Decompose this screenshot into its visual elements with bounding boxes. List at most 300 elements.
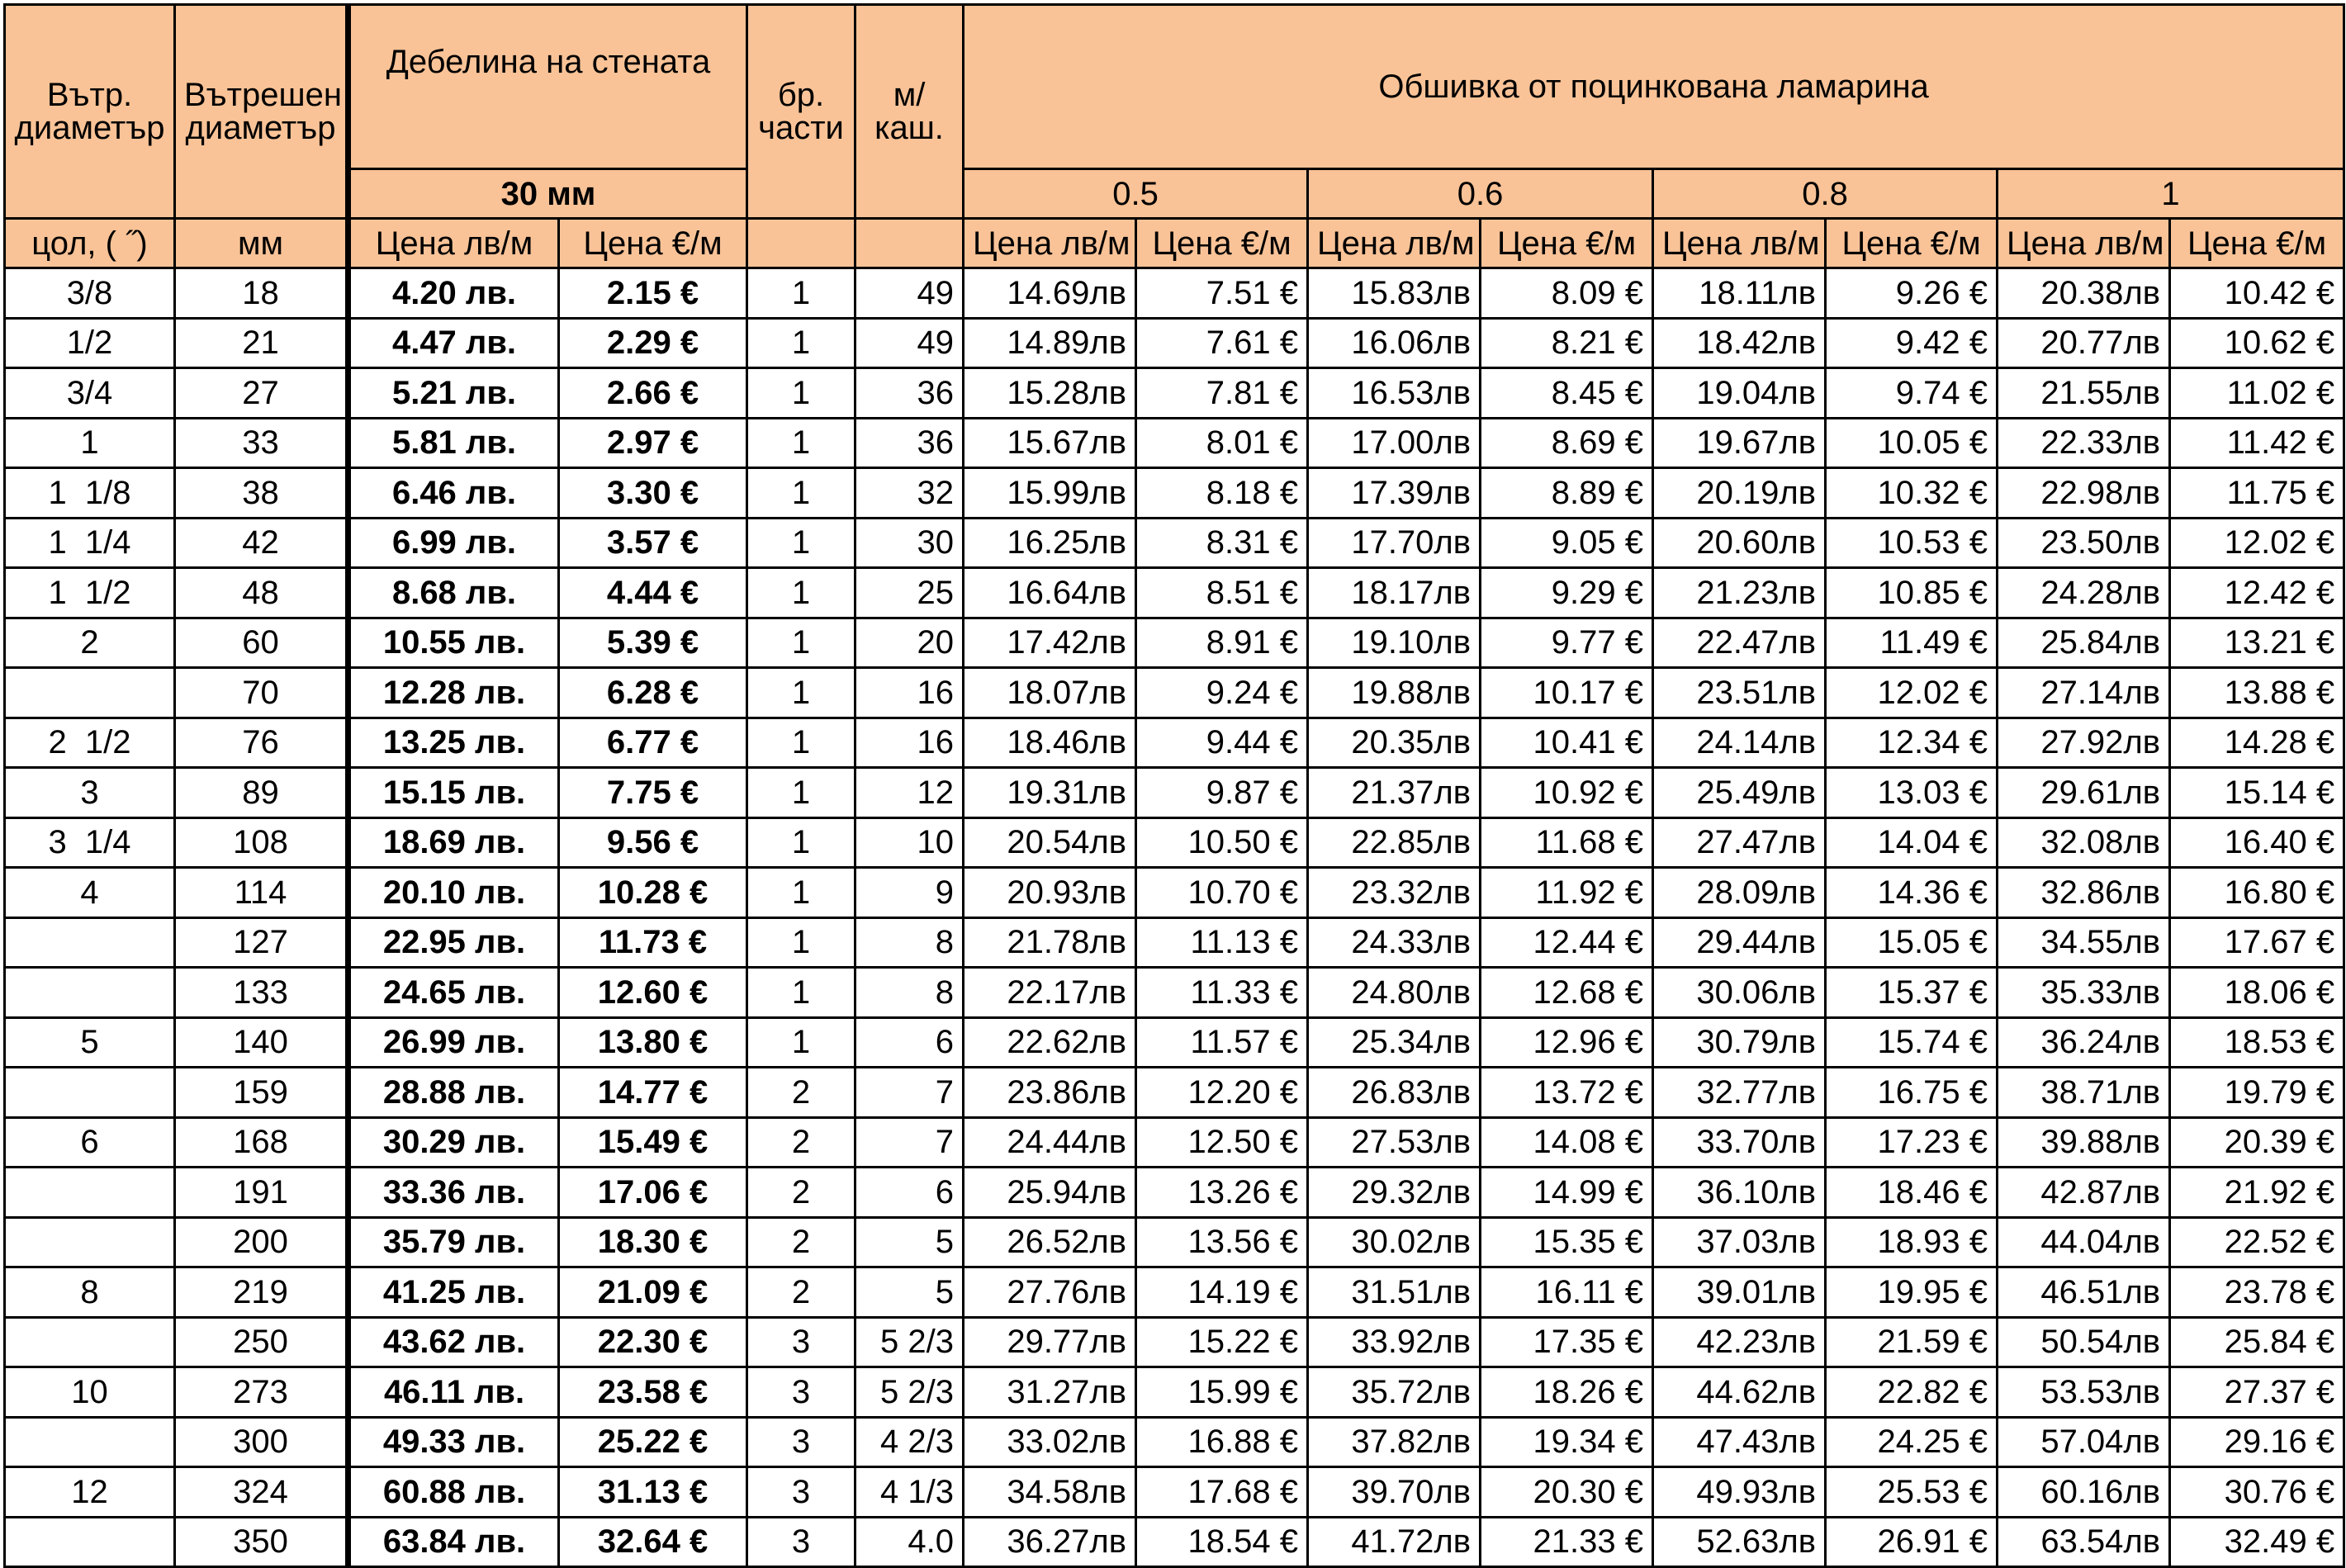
cell-inch-diameter: 1 1/4 [5,518,175,568]
cell-parts: 1 [747,518,855,568]
cell-per-box: 4.0 [855,1517,964,1567]
cell-per-box: 5 2/3 [855,1317,964,1367]
cell-clad-0-8-eur: 14.36 € [1826,868,1998,918]
header-grade-1: 1 [1998,169,2344,219]
table-row [5,1117,2344,1168]
cell-per-box: 16 [855,718,964,768]
header-cladding: Обшивка от поцинкована ламарина [964,5,2344,169]
table-row [5,518,2344,568]
cell-clad-1-eur: 14.28 € [2170,718,2344,768]
cell-clad-0-6-eur: 15.35 € [1481,1217,1653,1267]
cell-clad-0-8-bgn: 32.77лв [1653,1068,1826,1118]
cell-clad-0-5-eur: 7.51 € [1136,268,1308,319]
cell-price-bgn: 28.88 лв. [348,1068,559,1118]
cell-clad-0-6-eur: 18.26 € [1481,1367,1653,1418]
table-row [5,1417,2344,1467]
cell-price-bgn: 41.25 лв. [348,1267,559,1318]
cell-per-box: 10 [855,817,964,868]
cell-mm-diameter: 27 [175,368,348,419]
cell-price-eur: 10.28 € [559,868,747,918]
cell-inch-diameter: 3/4 [5,368,175,419]
cell-mm-diameter: 168 [175,1117,348,1168]
cell-clad-1-bgn: 21.55лв [1998,368,2170,419]
cell-clad-0-6-eur: 17.35 € [1481,1317,1653,1367]
cell-clad-0-8-bgn: 18.11лв [1653,268,1826,319]
cell-clad-1-eur: 30.76 € [2170,1467,2344,1518]
cell-clad-1-eur: 11.02 € [2170,368,2344,419]
cell-clad-0-8-eur: 21.59 € [1826,1317,1998,1367]
cell-clad-0-5-bgn: 27.76лв [964,1267,1136,1318]
cell-mm-diameter: 219 [175,1267,348,1318]
cell-clad-0-6-bgn: 31.51лв [1308,1267,1481,1318]
cell-clad-0-8-bgn: 20.19лв [1653,468,1826,519]
cell-inch-diameter [5,1417,175,1467]
cell-per-box: 25 [855,568,964,618]
header-price-bgn: Цена лв/м [1308,219,1481,268]
cell-inch-diameter: 1/2 [5,318,175,368]
cell-clad-0-5-eur: 9.24 € [1136,668,1308,718]
cell-clad-1-eur: 12.02 € [2170,518,2344,568]
cell-price-eur: 12.60 € [559,968,747,1018]
cell-clad-0-8-bgn: 33.70лв [1653,1117,1826,1168]
cell-price-bgn: 15.15 лв. [348,768,559,818]
cell-parts: 3 [747,1367,855,1418]
cell-clad-1-bgn: 22.33лв [1998,418,2170,468]
cell-parts: 1 [747,468,855,519]
cell-per-box: 9 [855,868,964,918]
cell-parts: 1 [747,418,855,468]
cell-price-bgn: 12.28 лв. [348,668,559,718]
cell-parts: 1 [747,668,855,718]
cell-inch-diameter: 6 [5,1117,175,1168]
cell-clad-0-5-bgn: 20.93лв [964,868,1136,918]
cell-inch-diameter: 3/8 [5,268,175,319]
cell-mm-diameter: 70 [175,668,348,718]
cell-clad-0-6-bgn: 17.39лв [1308,468,1481,519]
cell-mm-diameter: 191 [175,1168,348,1218]
table-row [5,968,2344,1018]
header-price-bgn: Цена лв/м [348,219,559,268]
cell-clad-1-bgn: 42.87лв [1998,1168,2170,1218]
cell-clad-0-6-eur: 16.11 € [1481,1267,1653,1318]
cell-clad-1-eur: 21.92 € [2170,1168,2344,1218]
cell-mm-diameter: 350 [175,1517,348,1567]
cell-mm-diameter: 200 [175,1217,348,1267]
cell-price-bgn: 4.20 лв. [348,268,559,319]
cell-clad-0-5-bgn: 23.86лв [964,1068,1136,1118]
table-row [5,1068,2344,1118]
cell-clad-1-bgn: 34.55лв [1998,917,2170,968]
cell-clad-1-eur: 13.21 € [2170,618,2344,668]
cell-clad-0-8-eur: 12.02 € [1826,668,1998,718]
cell-mm-diameter: 18 [175,268,348,319]
cell-mm-diameter: 250 [175,1317,348,1367]
cell-price-eur: 2.97 € [559,418,747,468]
header-parts-unit [747,219,855,268]
cell-clad-0-6-bgn: 24.80лв [1308,968,1481,1018]
cell-clad-0-5-eur: 13.56 € [1136,1217,1308,1267]
cell-clad-0-8-eur: 9.42 € [1826,318,1998,368]
cell-inch-diameter: 1 1/2 [5,568,175,618]
cell-clad-0-8-bgn: 19.67лв [1653,418,1826,468]
cell-clad-1-eur: 18.53 € [2170,1017,2344,1068]
cell-clad-0-8-bgn: 24.14лв [1653,718,1826,768]
cell-inch-diameter [5,1217,175,1267]
cell-mm-diameter: 38 [175,468,348,519]
cell-clad-0-8-bgn: 29.44лв [1653,917,1826,968]
cell-price-eur: 2.29 € [559,318,747,368]
table-row [5,568,2344,618]
cell-price-bgn: 35.79 лв. [348,1217,559,1267]
cell-mm-diameter: 108 [175,817,348,868]
cell-clad-1-bgn: 35.33лв [1998,968,2170,1018]
cell-clad-0-5-eur: 8.01 € [1136,418,1308,468]
header-per-box: м/ каш. [855,5,964,219]
cell-per-box: 36 [855,418,964,468]
header-price-eur: Цена €/м [1481,219,1653,268]
table-row [5,917,2344,968]
cell-clad-0-5-bgn: 34.58лв [964,1467,1136,1518]
cell-clad-0-5-bgn: 19.31лв [964,768,1136,818]
cell-inch-diameter: 2 1/2 [5,718,175,768]
cell-inch-diameter: 12 [5,1467,175,1518]
cell-price-bgn: 43.62 лв. [348,1317,559,1367]
cell-price-eur: 5.39 € [559,618,747,668]
cell-clad-1-bgn: 32.86лв [1998,868,2170,918]
cell-clad-0-8-bgn: 39.01лв [1653,1267,1826,1318]
cell-clad-0-5-eur: 8.51 € [1136,568,1308,618]
table-row [5,1467,2344,1518]
header-unit-inch: цол, ( ˝) [5,219,175,268]
cell-clad-1-eur: 23.78 € [2170,1267,2344,1318]
cell-clad-0-8-eur: 24.25 € [1826,1417,1998,1467]
cell-clad-0-5-eur: 17.68 € [1136,1467,1308,1518]
cell-clad-1-eur: 15.14 € [2170,768,2344,818]
cell-clad-0-8-eur: 15.74 € [1826,1017,1998,1068]
table-row [5,1217,2344,1267]
cell-price-bgn: 22.95 лв. [348,917,559,968]
cell-clad-1-bgn: 36.24лв [1998,1017,2170,1068]
cell-parts: 3 [747,1317,855,1367]
cell-per-box: 5 2/3 [855,1367,964,1418]
cell-clad-0-8-eur: 18.46 € [1826,1168,1998,1218]
cell-clad-0-5-bgn: 18.07лв [964,668,1136,718]
cell-clad-0-5-eur: 15.22 € [1136,1317,1308,1367]
cell-clad-0-5-eur: 8.91 € [1136,618,1308,668]
cell-clad-0-8-bgn: 30.06лв [1653,968,1826,1018]
cell-clad-1-bgn: 20.77лв [1998,318,2170,368]
table-row [5,668,2344,718]
cell-clad-0-6-eur: 21.33 € [1481,1517,1653,1567]
cell-clad-0-8-eur: 12.34 € [1826,718,1998,768]
cell-clad-0-6-bgn: 15.83лв [1308,268,1481,319]
cell-clad-0-5-bgn: 17.42лв [964,618,1136,668]
cell-inch-diameter: 2 [5,618,175,668]
header-price-eur: Цена €/м [559,219,747,268]
cell-clad-0-8-eur: 9.26 € [1826,268,1998,319]
cell-price-bgn: 24.65 лв. [348,968,559,1018]
cell-per-box: 16 [855,668,964,718]
cell-clad-1-bgn: 25.84лв [1998,618,2170,668]
cell-clad-0-6-eur: 10.17 € [1481,668,1653,718]
cell-clad-1-eur: 10.62 € [2170,318,2344,368]
cell-per-box: 12 [855,768,964,818]
cell-clad-0-6-bgn: 20.35лв [1308,718,1481,768]
cell-clad-1-bgn: 60.16лв [1998,1467,2170,1518]
cell-price-bgn: 20.10 лв. [348,868,559,918]
cell-clad-0-5-eur: 11.33 € [1136,968,1308,1018]
header-price-bgn: Цена лв/м [1998,219,2170,268]
cell-clad-1-bgn: 29.61лв [1998,768,2170,818]
cell-clad-0-5-eur: 7.61 € [1136,318,1308,368]
cell-per-box: 7 [855,1068,964,1118]
cell-parts: 1 [747,968,855,1018]
cell-price-bgn: 46.11 лв. [348,1367,559,1418]
header-parts: бр. части [747,5,855,219]
cell-clad-0-8-bgn: 22.47лв [1653,618,1826,668]
cell-parts: 2 [747,1168,855,1218]
cell-clad-0-8-bgn: 30.79лв [1653,1017,1826,1068]
cell-mm-diameter: 300 [175,1417,348,1467]
cell-price-eur: 13.80 € [559,1017,747,1068]
cell-price-eur: 3.30 € [559,468,747,519]
table-row [5,618,2344,668]
cell-per-box: 30 [855,518,964,568]
cell-clad-1-eur: 32.49 € [2170,1517,2344,1567]
cell-per-box: 8 [855,968,964,1018]
cell-clad-0-8-eur: 26.91 € [1826,1517,1998,1567]
cell-clad-0-6-eur: 11.92 € [1481,868,1653,918]
cell-clad-0-6-eur: 11.68 € [1481,817,1653,868]
cell-inch-diameter: 1 1/8 [5,468,175,519]
header-inch-diameter: Вътр. диаметър [5,5,175,219]
cell-parts: 1 [747,917,855,968]
cell-clad-0-8-eur: 10.53 € [1826,518,1998,568]
cell-clad-0-5-eur: 12.50 € [1136,1117,1308,1168]
cell-clad-1-bgn: 39.88лв [1998,1117,2170,1168]
cell-parts: 2 [747,1117,855,1168]
header-grade-0-6: 0.6 [1308,169,1653,219]
cell-clad-0-8-bgn: 20.60лв [1653,518,1826,568]
cell-clad-1-bgn: 27.92лв [1998,718,2170,768]
cell-clad-0-5-bgn: 16.64лв [964,568,1136,618]
cell-clad-0-6-bgn: 18.17лв [1308,568,1481,618]
cell-mm-diameter: 273 [175,1367,348,1418]
cell-price-eur: 14.77 € [559,1068,747,1118]
cell-clad-0-6-bgn: 23.32лв [1308,868,1481,918]
cell-mm-diameter: 48 [175,568,348,618]
cell-clad-0-8-eur: 15.37 € [1826,968,1998,1018]
header-wall-value: 30 мм [348,169,747,219]
cell-mm-diameter: 42 [175,518,348,568]
cell-clad-0-6-eur: 13.72 € [1481,1068,1653,1118]
cell-clad-0-8-bgn: 44.62лв [1653,1367,1826,1418]
table-row [5,1168,2344,1218]
cell-per-box: 49 [855,268,964,319]
table-row [5,468,2344,519]
cell-clad-0-8-eur: 18.93 € [1826,1217,1998,1267]
cell-per-box: 36 [855,368,964,419]
cell-clad-0-8-bgn: 18.42лв [1653,318,1826,368]
table-row [5,318,2344,368]
table-row [5,1317,2344,1367]
cell-clad-0-5-eur: 9.87 € [1136,768,1308,818]
cell-clad-1-eur: 13.88 € [2170,668,2344,718]
cell-clad-0-6-eur: 10.92 € [1481,768,1653,818]
cell-clad-0-6-eur: 20.30 € [1481,1467,1653,1518]
cell-clad-1-bgn: 38.71лв [1998,1068,2170,1118]
header-unit-mm: мм [175,219,348,268]
cell-mm-diameter: 21 [175,318,348,368]
cell-inch-diameter [5,668,175,718]
cell-mm-diameter: 324 [175,1467,348,1518]
header-price-bgn: Цена лв/м [964,219,1136,268]
cell-per-box: 5 [855,1267,964,1318]
cell-price-bgn: 6.46 лв. [348,468,559,519]
cell-inch-diameter: 4 [5,868,175,918]
cell-clad-1-bgn: 27.14лв [1998,668,2170,718]
cell-clad-1-eur: 18.06 € [2170,968,2344,1018]
table-row [5,768,2344,818]
cell-clad-0-8-bgn: 25.49лв [1653,768,1826,818]
cell-clad-0-8-eur: 14.04 € [1826,817,1998,868]
cell-clad-0-6-bgn: 37.82лв [1308,1417,1481,1467]
cell-price-bgn: 18.69 лв. [348,817,559,868]
cell-clad-0-6-eur: 9.77 € [1481,618,1653,668]
cell-mm-diameter: 33 [175,418,348,468]
cell-price-eur: 25.22 € [559,1417,747,1467]
header-per-box-unit [855,219,964,268]
cell-clad-0-6-eur: 9.29 € [1481,568,1653,618]
cell-clad-1-eur: 16.80 € [2170,868,2344,918]
cell-clad-0-5-bgn: 29.77лв [964,1317,1136,1367]
cell-clad-1-eur: 19.79 € [2170,1068,2344,1118]
header-grade-0-5: 0.5 [964,169,1308,219]
header-price-eur: Цена €/м [1826,219,1998,268]
cell-price-eur: 2.15 € [559,268,747,319]
cell-price-bgn: 30.29 лв. [348,1117,559,1168]
cell-clad-0-8-bgn: 52.63лв [1653,1517,1826,1567]
cell-clad-0-5-eur: 7.81 € [1136,368,1308,419]
cell-clad-0-6-eur: 12.96 € [1481,1017,1653,1068]
cell-inch-diameter: 1 [5,418,175,468]
cell-mm-diameter: 127 [175,917,348,968]
cell-clad-0-6-eur: 8.69 € [1481,418,1653,468]
cell-clad-0-6-eur: 14.99 € [1481,1168,1653,1218]
cell-clad-1-bgn: 57.04лв [1998,1417,2170,1467]
cell-clad-0-6-eur: 19.34 € [1481,1417,1653,1467]
cell-clad-0-5-bgn: 36.27лв [964,1517,1136,1567]
cell-clad-0-8-bgn: 23.51лв [1653,668,1826,718]
cell-price-eur: 23.58 € [559,1367,747,1418]
cell-clad-0-6-bgn: 41.72лв [1308,1517,1481,1567]
cell-clad-0-5-bgn: 26.52лв [964,1217,1136,1267]
cell-clad-1-eur: 12.42 € [2170,568,2344,618]
cell-inch-diameter [5,1317,175,1367]
cell-clad-1-bgn: 63.54лв [1998,1517,2170,1567]
cell-price-eur: 32.64 € [559,1517,747,1567]
cell-per-box: 20 [855,618,964,668]
cell-per-box: 6 [855,1017,964,1068]
cell-clad-0-5-eur: 8.18 € [1136,468,1308,519]
cell-clad-0-8-bgn: 36.10лв [1653,1168,1826,1218]
cell-price-bgn: 63.84 лв. [348,1517,559,1567]
cell-clad-0-5-bgn: 15.99лв [964,468,1136,519]
cell-clad-0-8-eur: 19.95 € [1826,1267,1998,1318]
cell-price-eur: 3.57 € [559,518,747,568]
cell-clad-1-bgn: 20.38лв [1998,268,2170,319]
cell-inch-diameter: 10 [5,1367,175,1418]
cell-clad-0-6-bgn: 24.33лв [1308,917,1481,968]
cell-per-box: 5 [855,1217,964,1267]
cell-clad-0-6-eur: 9.05 € [1481,518,1653,568]
cell-clad-1-eur: 11.75 € [2170,468,2344,519]
cell-mm-diameter: 89 [175,768,348,818]
cell-price-bgn: 5.81 лв. [348,418,559,468]
cell-clad-0-8-eur: 10.05 € [1826,418,1998,468]
cell-price-eur: 9.56 € [559,817,747,868]
cell-per-box: 6 [855,1168,964,1218]
table-row [5,1517,2344,1567]
cell-price-bgn: 60.88 лв. [348,1467,559,1518]
header-mm-diameter: Вътрешен диаметър [175,5,348,219]
cell-clad-0-6-eur: 8.09 € [1481,268,1653,319]
cell-clad-0-5-bgn: 22.17лв [964,968,1136,1018]
cell-clad-0-8-bgn: 47.43лв [1653,1417,1826,1467]
cell-clad-0-8-eur: 10.32 € [1826,468,1998,519]
cell-clad-1-bgn: 24.28лв [1998,568,2170,618]
cell-clad-1-bgn: 50.54лв [1998,1317,2170,1367]
cell-clad-0-8-eur: 22.82 € [1826,1367,1998,1418]
cell-price-eur: 15.49 € [559,1117,747,1168]
cell-clad-0-6-bgn: 26.83лв [1308,1068,1481,1118]
cell-clad-1-eur: 10.42 € [2170,268,2344,319]
cell-clad-0-6-bgn: 21.37лв [1308,768,1481,818]
header-wall-thickness: Дебелина на стената [348,5,747,169]
cell-parts: 1 [747,768,855,818]
cell-clad-1-bgn: 53.53лв [1998,1367,2170,1418]
cell-price-eur: 31.13 € [559,1467,747,1518]
cell-price-bgn: 4.47 лв. [348,318,559,368]
cell-clad-0-6-bgn: 16.53лв [1308,368,1481,419]
cell-clad-1-eur: 11.42 € [2170,418,2344,468]
table-row [5,1267,2344,1318]
cell-parts: 1 [747,268,855,319]
cell-parts: 3 [747,1417,855,1467]
cell-clad-0-6-eur: 12.68 € [1481,968,1653,1018]
cell-price-bgn: 8.68 лв. [348,568,559,618]
cell-parts: 2 [747,1267,855,1318]
cell-price-bgn: 10.55 лв. [348,618,559,668]
cell-clad-0-8-eur: 17.23 € [1826,1117,1998,1168]
cell-clad-0-8-eur: 16.75 € [1826,1068,1998,1118]
cell-clad-0-6-bgn: 35.72лв [1308,1367,1481,1418]
cell-clad-0-6-bgn: 19.88лв [1308,668,1481,718]
cell-clad-1-eur: 29.16 € [2170,1417,2344,1467]
cell-parts: 1 [747,568,855,618]
cell-price-eur: 4.44 € [559,568,747,618]
cell-clad-0-6-bgn: 30.02лв [1308,1217,1481,1267]
cell-clad-0-5-bgn: 31.27лв [964,1367,1136,1418]
cell-clad-0-6-eur: 8.45 € [1481,368,1653,419]
cell-clad-0-6-bgn: 27.53лв [1308,1117,1481,1168]
cell-inch-diameter [5,917,175,968]
cell-clad-0-6-eur: 14.08 € [1481,1117,1653,1168]
cell-clad-0-5-eur: 15.99 € [1136,1367,1308,1418]
table-row [5,868,2344,918]
cell-clad-0-5-eur: 10.50 € [1136,817,1308,868]
cell-inch-diameter: 3 [5,768,175,818]
